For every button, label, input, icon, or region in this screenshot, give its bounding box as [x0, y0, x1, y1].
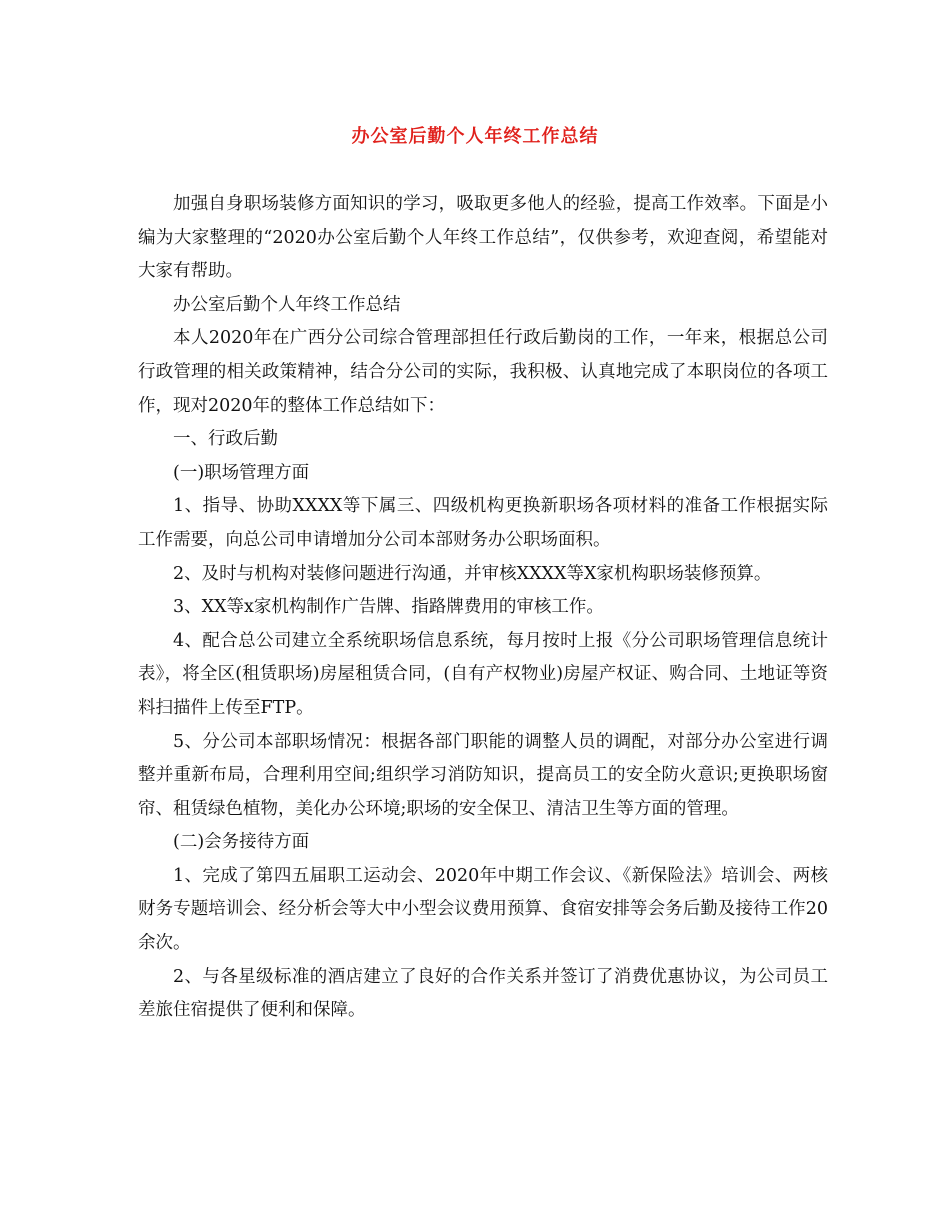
document-body — [138, 188, 828, 1028]
subheading-workplace-management: (一)职场管理方面 — [173, 462, 310, 483]
summary-paragraph: 本人2020年在广西分公司综合管理部担任行政后勤岗的工作，一年来，根据总公司行政管理的相关政策精神，结合分公司的实际，我积极、认真地完成了本职岗位的各项工作，现对2020年的整体工作总结如下： — [138, 328, 828, 416]
heading-admin-logistics: 一、行政后勤 — [173, 429, 278, 450]
list-item: 5、分公司本部职场情况：根据各部门职能的调整人员的调配，对部分办公室进行调整并重新布局，合理利用空间;组织学习消防知识，提高员工的安全防火意识;更换职场窗帘、租赁绿色植物，美化办公环境;职场的安全保卫、清洁卫生等方面的管理。 — [138, 731, 828, 819]
section-title: 办公室后勤个人年终工作总结 — [173, 294, 401, 315]
list-item: 2、及时与机构对装修问题进行沟通，并审核XXXX等X家机构职场装修预算。 — [173, 563, 772, 584]
subheading-meeting-reception: (二)会务接待方面 — [173, 832, 310, 853]
list-item: 1、完成了第四五届职工运动会、2020年中期工作会议、《新保险法》培训会、两核财务专题培训会、经分析会等大中小型会议费用预算、食宿安排等会务后勤及接待工作20余次。 — [138, 865, 828, 954]
list-item: 1、指导、协助XXXX等下属三、四级机构更换新职场各项材料的准备工作根据实际工作需要，向总公司申请增加分公司本部财务办公职场面积。 — [138, 496, 828, 550]
list-item: 4、配合总公司建立全系统职场信息系统，每月按时上报《分公司职场管理信息统计表》，将全区(租赁职场)房屋租赁合同，(自有产权物业)房屋产权证、购合同、土地证等资料扫描件上传至FTP。 — [138, 630, 828, 718]
document-title: 办公室后勤个人年终工作总结 — [351, 126, 599, 147]
list-item: 2、与各星级标准的酒店建立了良好的合作关系并签订了消费优惠协议，为公司员工差旅住宿提供了便利和保障。 — [138, 966, 828, 1021]
list-item: 3、XX等x家机构制作广告牌、指路牌费用的审核工作。 — [173, 597, 604, 618]
intro-paragraph: 加强自身职场装修方面知识的学习，吸取更多他人的经验，提高工作效率。下面是小编为大家整理的“2020办公室后勤个人年终工作总结”，仅供参考，欢迎查阅，希望能对大家有帮助。 — [138, 194, 828, 282]
